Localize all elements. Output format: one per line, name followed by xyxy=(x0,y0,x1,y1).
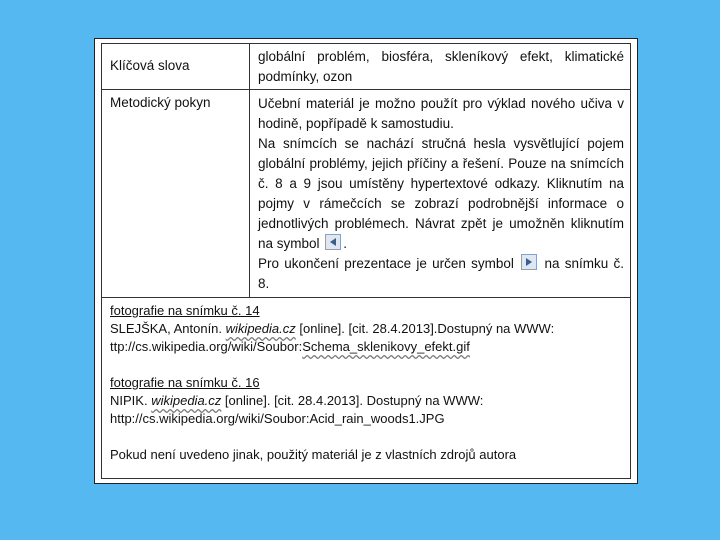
method-paragraph-2-text: Na snímcích se nachází stručná hesla vysvětlující pojem globální problémy, jejich příčiny a řešení. Pouze na snímcích č. 8 a 9 jsou umístěny hypertextové odkazy. Kliknutím na pojmy v rámečcích se zobrazí podrobnější informace o jednotlivých problémech. Návrat zpět je umožněn kliknutím na symbol xyxy=(258,136,624,251)
source-2-url-prefix: http://cs.wikipedia.org/wiki/Soubor: xyxy=(110,411,310,426)
source-2-rest: [online]. [cit. 28.4.2013]. Dostupný na WWW: xyxy=(224,393,484,408)
source-2-url-file: Acid_rain_woods1.JPG xyxy=(309,411,445,426)
play-end-icon xyxy=(521,254,537,270)
source-1-url[interactable] xyxy=(110,338,622,356)
method-value xyxy=(258,94,624,294)
source-2 xyxy=(110,374,622,428)
method-paragraph-3-end: na snímku č. 8. xyxy=(258,256,624,291)
source-1-url-prefix: ttp://cs.wikipedia.org/wiki/Soubor: xyxy=(110,339,303,354)
method-paragraph-2 xyxy=(258,134,624,254)
source-1-citation xyxy=(110,320,622,338)
back-arrow-icon xyxy=(325,234,341,250)
author-note: Pokud není uvedeno jinak, použitý materiál je z vlastních zdrojů autora xyxy=(110,447,517,462)
method-paragraph-3 xyxy=(258,254,624,294)
keywords-row xyxy=(101,43,631,90)
source-2-url[interactable] xyxy=(110,410,622,428)
source-1-author: SLEJŠKA, Antonín. xyxy=(110,321,223,336)
method-paragraph-2-end: . xyxy=(343,236,348,251)
source-1-rest: [online]. [cit. 28.4.2013].Dostupný na WWW: xyxy=(299,321,555,336)
source-2-author: NIPIK. xyxy=(110,393,148,408)
source-2-site: wikipedia.cz xyxy=(151,393,222,408)
method-label: Metodický pokyn xyxy=(110,95,211,110)
method-paragraph-1: Učební materiál je možno použít pro výklad nového učiva v hodině, popřípadě k samostudiu. xyxy=(258,96,624,131)
source-2-citation xyxy=(110,392,622,410)
column-divider xyxy=(249,44,250,90)
keywords-value: globální problém, biosféra, skleníkový efekt, klimatické podmínky, ozon xyxy=(258,49,624,84)
method-paragraph-3-start: Pro ukončení prezentace je určen symbol xyxy=(258,256,514,271)
document-page xyxy=(94,38,638,484)
method-row xyxy=(101,89,631,298)
sources-section xyxy=(101,296,631,479)
source-2-title: fotografie na snímku č. 16 xyxy=(110,375,260,390)
source-1-title: fotografie na snímku č. 14 xyxy=(110,303,260,318)
keywords-label: Klíčová slova xyxy=(110,58,190,73)
source-1-site: wikipedia.cz xyxy=(225,321,296,336)
source-1 xyxy=(110,302,622,356)
column-divider xyxy=(249,90,250,297)
source-1-url-file: Schema_sklenikovy_efekt.gif xyxy=(302,339,470,354)
